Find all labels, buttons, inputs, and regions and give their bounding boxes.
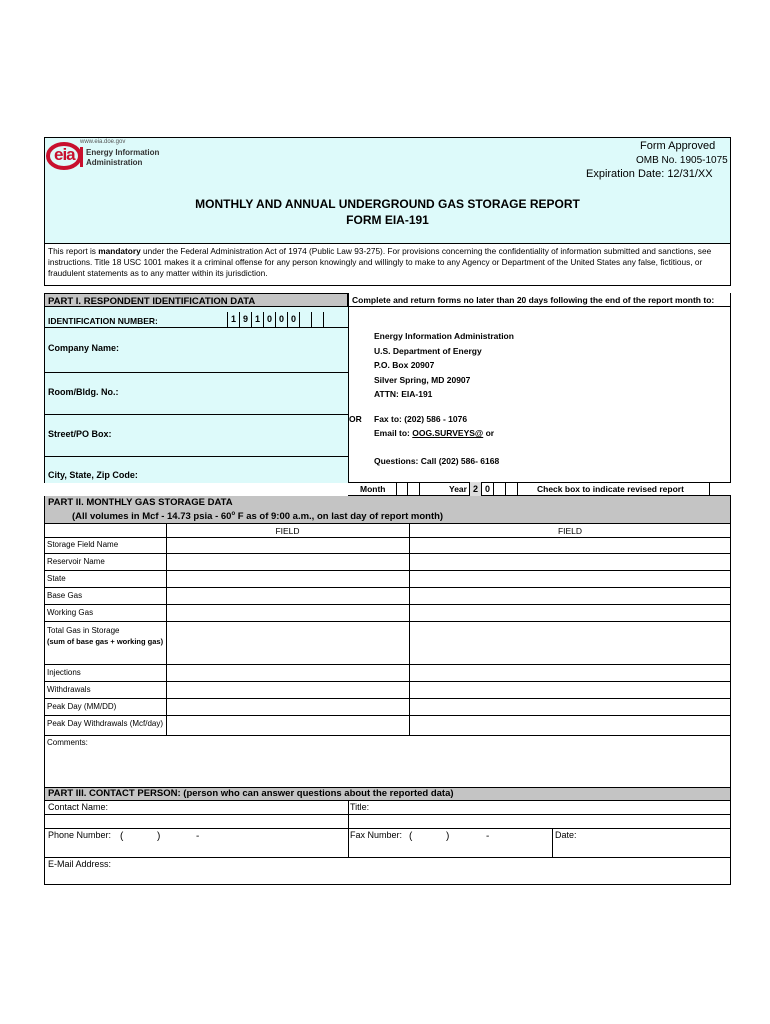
phone-dash: - (196, 831, 200, 842)
id-digit[interactable]: 1 (251, 312, 263, 327)
part3-heading: PART III. CONTACT PERSON: (person who can answer questions about the reported data) (48, 788, 454, 799)
id-digit-boxes[interactable] (227, 312, 348, 328)
date-input[interactable] (580, 829, 725, 841)
company-name-input[interactable] (48, 356, 344, 370)
expiration-date: Expiration Date: 12/31/XX (586, 168, 713, 180)
row-state: State (47, 574, 66, 583)
revised-report-checkbox[interactable] (709, 482, 731, 496)
email-address-input[interactable] (120, 858, 720, 870)
phone-close-paren: ) (157, 831, 161, 842)
row-working-gas: Working Gas (47, 608, 94, 617)
questions-phone: Questions: Call (202) 586- 6168 (374, 456, 500, 466)
email-prefix: Email to: (374, 428, 413, 438)
field1-input[interactable] (168, 539, 407, 552)
report-period-row (348, 482, 731, 496)
comments-label: Comments: (47, 738, 88, 747)
eia-logo (46, 139, 186, 173)
phone-number-label: Phone Number: (48, 830, 112, 840)
room-bldg-input[interactable] (48, 399, 344, 413)
row-reservoir-name: Reservoir Name (47, 557, 105, 566)
address-line: P.O. Box 20907 (374, 360, 435, 370)
part2-subheading (72, 511, 443, 522)
part2-sub-post: F as of 9:00 a.m., on last day of report month) (235, 511, 444, 523)
address-line: Silver Spring, MD 20907 (374, 374, 471, 385)
room-bldg-label: Room/Bldg. No.: (48, 387, 119, 397)
notice-mandatory: mandatory (98, 246, 141, 256)
phone-open-paren: ( (120, 831, 124, 842)
id-digit[interactable] (311, 312, 323, 327)
fax-number-label: Fax Number: (350, 830, 403, 840)
part1-heading: PART I. RESPONDENT IDENTIFICATION DATA (48, 296, 256, 307)
address-line: Energy Information Administration (374, 331, 514, 341)
row-withdrawals: Withdrawals (47, 685, 91, 694)
fax-dash: - (486, 831, 490, 842)
field2-input[interactable] (411, 539, 729, 552)
omb-number: OMB No. 1905-1075 (636, 155, 728, 166)
month-label: Month (360, 484, 386, 494)
id-digit[interactable]: 0 (287, 312, 299, 327)
contact-name-input[interactable] (120, 801, 344, 813)
storage-data-grid (44, 524, 731, 736)
row-total-gas: Total Gas in Storage (47, 626, 120, 635)
month-digit[interactable] (408, 482, 420, 496)
legal-notice (44, 244, 731, 286)
logo-wordmark: eia (54, 145, 75, 164)
row-peak-day-withdrawals: Peak Day Withdrawals (Mcf/day) (47, 719, 164, 728)
address-line: U.S. Department of Energy (374, 345, 482, 356)
email-link[interactable]: OOG.SURVEYS@ (412, 428, 484, 438)
year-digit[interactable]: 2 (469, 482, 481, 496)
id-digit[interactable] (323, 312, 335, 327)
id-digit[interactable]: 9 (239, 312, 251, 327)
address-line: ATTN: EIA-191 (374, 389, 433, 399)
identification-number-label: IDENTIFICATION NUMBER: (48, 316, 158, 326)
mailing-address (374, 329, 514, 402)
year-digit[interactable]: 0 (481, 482, 493, 496)
id-digit[interactable] (299, 312, 311, 327)
field-column-header: FIELD (557, 526, 583, 536)
id-digit[interactable]: 1 (227, 312, 239, 327)
email-to (374, 428, 494, 438)
id-digit[interactable]: 0 (263, 312, 275, 327)
contact-name-label: Contact Name: (48, 802, 109, 812)
title-label: Title: (350, 802, 370, 812)
part2-heading: PART II. MONTHLY GAS STORAGE DATA (48, 497, 233, 508)
street-po-box-label: Street/PO Box: (48, 429, 112, 439)
return-deadline: Complete and return forms no later than 20 days following the end of the report month to: (352, 295, 715, 305)
year-digit[interactable] (493, 482, 505, 496)
fax-open-paren: ( (409, 831, 413, 842)
revised-report-label: Check box to indicate revised report (537, 484, 684, 494)
date-label: Date: (555, 830, 577, 840)
company-name-label: Company Name: (48, 343, 120, 353)
field-column-header: FIELD (275, 526, 300, 536)
comments-box[interactable] (44, 736, 731, 788)
year-digit[interactable] (505, 482, 518, 496)
row-storage-field-name: Storage Field Name (47, 540, 119, 549)
street-po-box-input[interactable] (48, 441, 344, 455)
fax-to: Fax to: (202) 586 - 1076 (374, 414, 468, 424)
logo-line1: Energy Information (86, 148, 160, 157)
part2-sub-pre: (All volumes in Mcf - 14.73 psia - 60 (72, 511, 232, 523)
form-approved-label: Form Approved (640, 140, 716, 152)
degree-mark: o (231, 511, 236, 517)
notice-body: under the Federal Administration Act of 1974 (Public Law 93-275). For provisions concerning the confidentiality of information submitted and sanctions, see instructions. Title 18 USC 1001 makes it a criminal offense for any person knowingly and willingly to make to any Agency or Department of the United States any false, fictitious, or fraudulent statements as to any matter within its jurisdiction. (48, 246, 712, 278)
form-name: FORM EIA-191 (346, 213, 429, 227)
title-input[interactable] (374, 801, 724, 813)
row-base-gas: Base Gas (47, 591, 83, 600)
year-label: Year (449, 484, 467, 494)
row-peak-day: Peak Day (MM/DD) (47, 702, 117, 711)
notice-pre: This report is (48, 246, 99, 256)
logo-line2: Administration (86, 158, 143, 167)
row-injections: Injections (47, 668, 81, 677)
email-suffix: or (483, 428, 495, 438)
month-digit[interactable] (396, 482, 408, 496)
logo-url: www.eia.doe.gov (80, 139, 126, 145)
city-state-zip-label: City, State, Zip Code: (48, 470, 138, 480)
form-title: MONTHLY AND ANNUAL UNDERGROUND GAS STORAGE REPORT (195, 197, 580, 211)
fax-close-paren: ) (446, 831, 450, 842)
or-label: OR (349, 414, 362, 424)
row-total-gas-sub: (sum of base gas + working gas) (47, 637, 164, 646)
email-address-label: E-Mail Address: (48, 859, 112, 869)
id-digit[interactable]: 0 (275, 312, 287, 327)
